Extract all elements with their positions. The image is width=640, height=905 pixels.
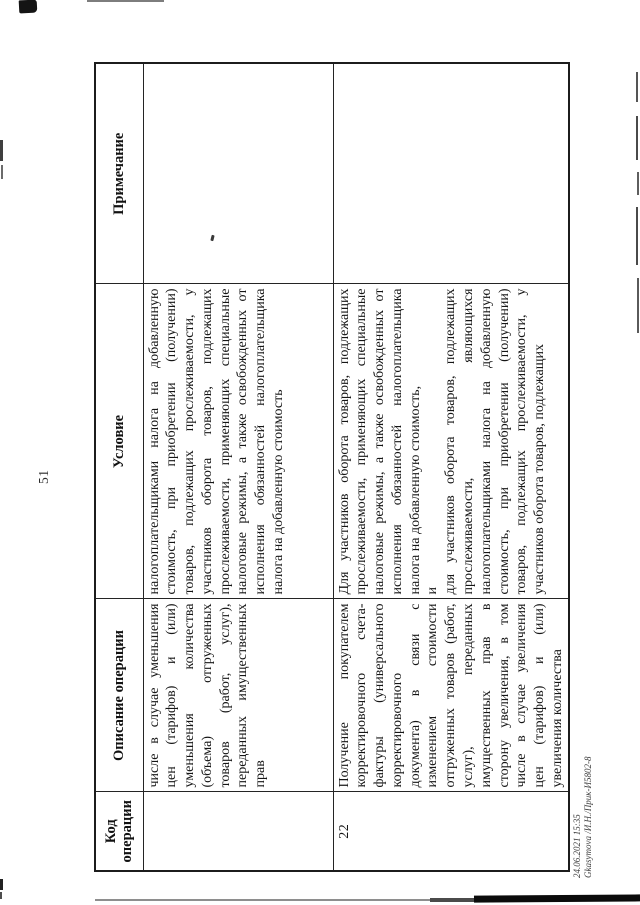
cell-condition	[333, 284, 569, 599]
scan-artifact-left-dash	[0, 892, 2, 899]
col-header-operation-description: Описание операции	[95, 599, 143, 792]
description-paragraph: числе в случае уменьшения цен (тарифов) и (или) уменьшения количества (объема) отгруженных товаров (работ, услуг), переданных имущественных прав	[146, 603, 269, 788]
header-row	[95, 63, 143, 871]
cell-note	[143, 63, 333, 284]
col-header-condition: Условие	[95, 284, 143, 599]
condition-paragraph-1: Для участников оборота товаров, подлежащих прослеживаемости, применяющих специальные налоговые режимы, а также освобожденных от исполнения обязанностей налогоплательщика налога на добавленную стоимость,	[336, 288, 423, 595]
scan-artifact-right-dash	[636, 116, 638, 160]
col-header-note: Примечание	[95, 63, 143, 284]
condition-paragraph: налогоплательщиками налога на добавленную стоимость, при приобретении (получении) товаров, подлежащих прослеживаемости, у участников оборота товаров, подлежащих прослеживаемости, применяющих специальные налоговые режимы, а также освобожденных от исполнения обязанностей налогоплательщика налога на добавленную стоимость	[146, 288, 287, 595]
scan-artifact-left-dash	[1, 165, 3, 179]
scan-artifact-top-line	[87, 0, 164, 2]
print-stamp-reference: Gkasymova /И.Н./Прик-И5802-8	[582, 756, 593, 878]
condition-paragraph-3: для участников оборота товаров, подлежащих прослеживаемости, являющихся налогоплательщиками налога на добавленную стоимость, при приобретении (получении) товаров, подлежащих прослеживаемости, у участников оборота товаров, подлежащих	[443, 288, 548, 595]
cell-operation-description	[333, 599, 569, 792]
scan-artifact-bottom-line	[474, 894, 640, 902]
scan-artifact-right-dash	[637, 172, 639, 195]
operations-table	[94, 62, 570, 872]
print-stamp	[572, 757, 593, 878]
cell-operation-code: 22	[333, 792, 569, 871]
table-row-code-22	[333, 63, 569, 871]
cell-operation-code	[143, 792, 333, 871]
scan-artifact-left-dash	[0, 140, 3, 161]
print-stamp-timestamp: 24.06.2021 15:35	[572, 814, 582, 878]
cell-operation-description	[143, 599, 333, 792]
table-row-continuation	[143, 63, 333, 871]
page-number: 51	[36, 469, 51, 484]
scan-artifact-right-dash	[636, 207, 638, 265]
col-header-operation-code: Код операции	[95, 792, 143, 871]
description-paragraph: Получение покупателем корректировочного счета-фактуры (универсального корректировочного документа) в связи с изменением стоимости отгруженных товаров (работ, услуг), переданных имущественных прав в сторону увеличения, в том числе в случае увеличения цен (тарифов) и (или) увеличения количества	[336, 603, 566, 788]
scan-artifact-bottom-line	[95, 899, 477, 901]
scan-artifact-right-dash	[637, 278, 639, 333]
condition-paragraph-2: и	[425, 587, 441, 595]
cell-condition	[143, 284, 333, 599]
scan-artifact-left-dash	[0, 879, 3, 890]
scan-artifact-right-dash	[636, 72, 638, 102]
cell-note	[333, 63, 569, 284]
scan-artifact-corner-blob	[19, 0, 38, 13]
